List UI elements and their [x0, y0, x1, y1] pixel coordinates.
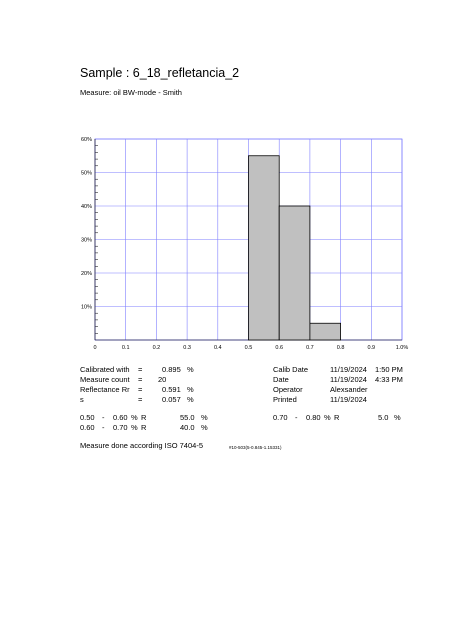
range-row-r: R: [334, 413, 340, 422]
range-row-pct: %: [394, 413, 401, 422]
histogram-bar: [249, 156, 280, 340]
range-row-value: 40.0: [180, 423, 195, 432]
histogram-bar: [310, 323, 341, 340]
range-row-dash: -: [102, 413, 105, 422]
x-tick-label: 0.3: [183, 345, 191, 351]
stat-count-value: 20: [158, 375, 167, 384]
stat-s-eq: =: [138, 395, 143, 404]
stat-calibrated-value: 0.895: [162, 365, 181, 374]
range-row-to: 0.80: [306, 413, 321, 422]
measure-code: #10-503(5-0.845-1.15331): [229, 445, 282, 450]
range-row-unit: %: [324, 413, 331, 422]
x-tick-label: 0.7: [306, 345, 314, 351]
x-tick-label: 0.2: [152, 345, 161, 351]
info-printed-label: Printed: [273, 395, 297, 404]
y-tick-label: 50%: [80, 170, 92, 177]
x-tick-label: 0.6: [275, 345, 284, 351]
range-row-to: 0.60: [113, 413, 128, 422]
stat-reflectance-label: Reflectance Rr: [80, 385, 130, 394]
x-tick-label: 0.9: [367, 345, 376, 351]
stat-s-label: s: [80, 395, 84, 404]
info-date-time: 4:33 PM: [375, 375, 403, 384]
stat-reflectance-value: 0.591: [162, 385, 181, 394]
range-row-pct: %: [201, 413, 208, 422]
x-tick-label: 0.1: [121, 345, 130, 351]
stat-calibrated-unit: %: [187, 365, 194, 374]
y-tick-label: 60%: [80, 137, 92, 143]
range-row-from: 0.50: [80, 413, 95, 422]
histogram-bar: [279, 206, 310, 340]
report-subtitle: Measure: oil BW-mode - Smith: [80, 88, 182, 97]
iso-note: Measure done according ISO 7404-5: [80, 441, 203, 450]
range-row-value: 5.0: [378, 413, 389, 422]
info-printed-value: 11/19/2024: [330, 395, 367, 404]
range-row-to: 0.70: [113, 423, 128, 432]
info-calib-date-label: Calib Date: [273, 365, 309, 374]
info-operator-value: Alexsander: [330, 385, 368, 394]
y-tick-label: 10%: [80, 304, 92, 311]
stat-count-eq: =: [138, 375, 143, 384]
range-row-from: 0.70: [273, 413, 288, 422]
y-tick-label: 30%: [80, 237, 92, 244]
stat-calibrated-eq: =: [138, 365, 143, 374]
range-row-unit: %: [131, 413, 138, 422]
report-title: Sample : 6_18_refletancia_2: [80, 66, 240, 80]
range-row-value: 55.0: [180, 413, 195, 422]
info-date-label: Date: [273, 375, 289, 384]
range-row-pct: %: [201, 423, 208, 432]
x-tick-label: 0.4: [213, 345, 222, 351]
info-calib-date-time: 1:50 PM: [375, 365, 403, 374]
range-row-r: R: [141, 423, 147, 432]
stat-s-value: 0.057: [162, 395, 181, 404]
range-row-r: R: [141, 413, 147, 422]
info-calib-date-value: 11/19/2024: [330, 365, 367, 374]
info-operator-label: Operator: [273, 385, 303, 394]
range-row-from: 0.60: [80, 423, 95, 432]
x-tick-label: 0.8: [336, 345, 345, 351]
stat-reflectance-eq: =: [138, 385, 143, 394]
range-row-dash: -: [295, 413, 298, 422]
range-row-dash: -: [102, 423, 105, 432]
stat-s-unit: %: [187, 395, 194, 404]
y-tick-label: 20%: [80, 271, 92, 277]
stat-reflectance-unit: %: [187, 385, 194, 394]
info-date-value: 11/19/2024: [330, 375, 367, 384]
range-row-unit: %: [131, 423, 138, 432]
stat-count-label: Measure count: [80, 375, 130, 384]
x-tick-label: 0: [93, 345, 97, 351]
x-tick-label: 1.0%: [395, 345, 409, 351]
x-tick-label: 0.5: [244, 345, 253, 351]
stat-calibrated-label: Calibrated with: [80, 365, 130, 374]
y-tick-label: 40%: [80, 204, 92, 210]
